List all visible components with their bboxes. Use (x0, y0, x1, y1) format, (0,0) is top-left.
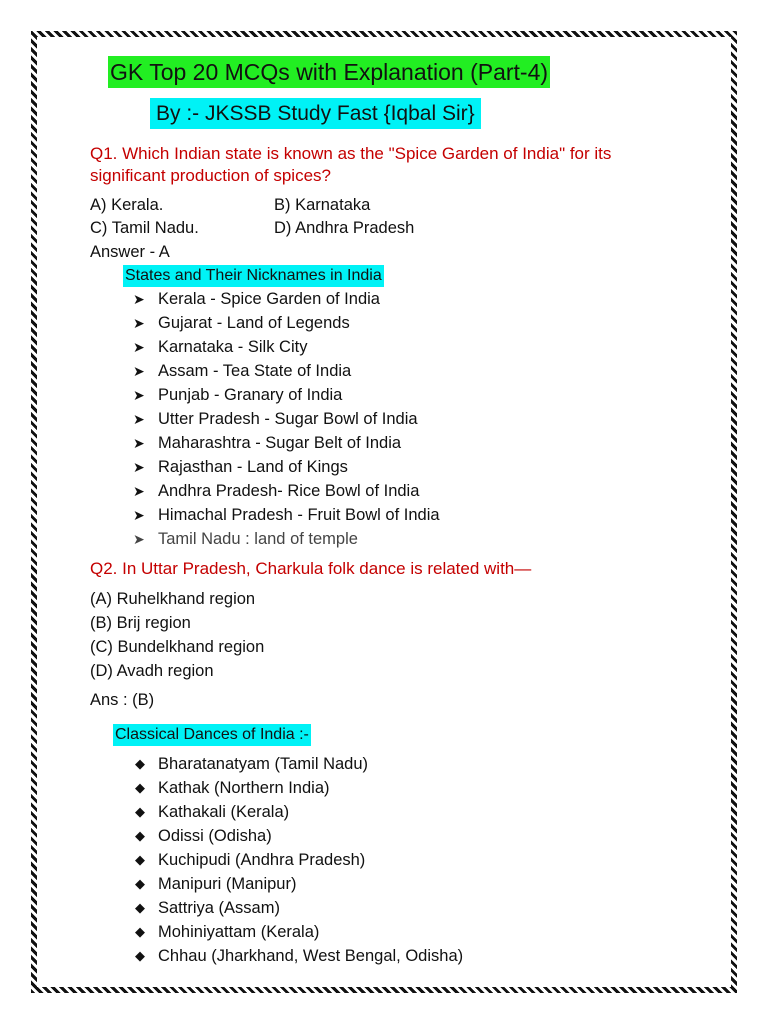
list-item: ◆ Chhau (Jharkhand, West Bengal, Odisha) (135, 944, 463, 968)
classical-dances-list (135, 752, 463, 968)
q1-question-line1: Q1. Which Indian state is known as the "Spice Garden of India" for its (90, 144, 612, 163)
list-item: ◆ Kathak (Northern India) (135, 776, 463, 800)
list-item: ➤ Punjab - Granary of India (133, 383, 440, 407)
arrowhead-icon: ➤ (133, 363, 145, 379)
q2-option-d: (D) Avadh region (90, 662, 214, 680)
q1-option-d: D) Andhra Pradesh (274, 219, 415, 237)
arrowhead-icon: ➤ (133, 435, 145, 451)
q1-question-line2: significant production of spices? (90, 166, 331, 185)
diamond-icon: ◆ (135, 780, 145, 795)
list-item: ◆ Mohiniyattam (Kerala) (135, 920, 463, 944)
q1-option-a: A) Kerala. (90, 196, 164, 214)
list-item: ◆ Odissi (Odisha) (135, 824, 463, 848)
diamond-icon: ◆ (135, 756, 145, 771)
arrowhead-icon: ➤ (133, 339, 145, 355)
q1-answer: Answer - A (90, 243, 170, 261)
diamond-icon: ◆ (135, 852, 145, 867)
list-item: ◆ Kathakali (Kerala) (135, 800, 463, 824)
arrowhead-icon: ➤ (133, 315, 145, 331)
q2-question: Q2. In Uttar Pradesh, Charkula folk dance is related with— (90, 559, 532, 578)
arrowhead-icon: ➤ (133, 411, 145, 427)
author-byline: By :- JKSSB Study Fast {Iqbal Sir} (150, 98, 481, 129)
q1-option-b: B) Karnataka (274, 196, 371, 214)
arrowhead-icon: ➤ (133, 291, 145, 307)
list-item: ◆ Kuchipudi (Andhra Pradesh) (135, 848, 463, 872)
list-item: ◆ Sattriya (Assam) (135, 896, 463, 920)
list-item: ➤ Maharashtra - Sugar Belt of India (133, 431, 440, 455)
nicknames-list (133, 287, 440, 551)
list-item: ➤ Rajasthan - Land of Kings (133, 455, 440, 479)
q2-answer: Ans : (B) (90, 691, 155, 709)
list-item: ◆ Manipuri (Manipur) (135, 872, 463, 896)
q2-option-c: (C) Bundelkhand region (90, 638, 265, 656)
diamond-icon: ◆ (135, 924, 145, 939)
diamond-icon: ◆ (135, 948, 145, 963)
page-title: GK Top 20 MCQs with Explanation (Part-4) (108, 56, 550, 88)
list-item: ➤ Himachal Pradesh - Fruit Bowl of India (133, 503, 440, 527)
q1-section-heading: States and Their Nicknames in India (123, 265, 384, 287)
q2-option-a: (A) Ruhelkhand region (90, 590, 256, 608)
diamond-icon: ◆ (135, 900, 145, 915)
arrowhead-icon: ➤ (133, 507, 145, 523)
q2-section-heading: Classical Dances of India :- (113, 724, 311, 746)
list-item: ➤ Tamil Nadu : land of temple (133, 527, 440, 551)
diamond-icon: ◆ (135, 804, 145, 819)
diamond-icon: ◆ (135, 828, 145, 843)
arrowhead-icon: ➤ (133, 531, 145, 547)
list-item: ➤ Andhra Pradesh- Rice Bowl of India (133, 479, 440, 503)
arrowhead-icon: ➤ (133, 483, 145, 499)
list-item: ➤ Utter Pradesh - Sugar Bowl of India (133, 407, 440, 431)
list-item: ➤ Assam - Tea State of India (133, 359, 440, 383)
list-item: ◆ Bharatanatyam (Tamil Nadu) (135, 752, 463, 776)
arrowhead-icon: ➤ (133, 459, 145, 475)
list-item: ➤ Kerala - Spice Garden of India (133, 287, 440, 311)
arrowhead-icon: ➤ (133, 387, 145, 403)
diamond-icon: ◆ (135, 876, 145, 891)
q1-option-c: C) Tamil Nadu. (90, 219, 199, 237)
q2-option-b: (B) Brij region (90, 614, 191, 632)
list-item: ➤ Karnataka - Silk City (133, 335, 440, 359)
list-item: ➤ Gujarat - Land of Legends (133, 311, 440, 335)
